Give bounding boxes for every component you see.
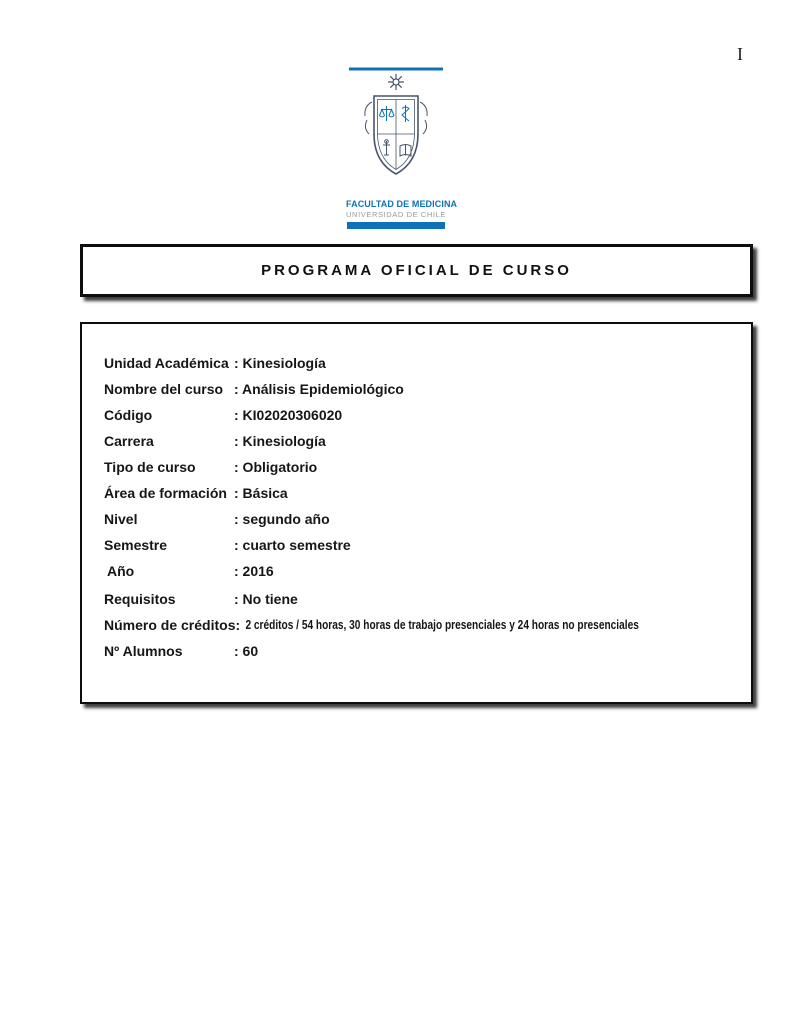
- info-value: : Básica: [234, 485, 288, 501]
- info-label: Área de formación: [104, 485, 227, 501]
- info-label: Nombre del curso: [104, 381, 224, 397]
- page-number: I: [737, 44, 743, 64]
- info-value: : Análisis Epidemiológico: [234, 381, 404, 397]
- info-row-nivel: [104, 510, 733, 528]
- info-label: Semestre: [104, 537, 168, 553]
- info-value: : segundo año: [234, 511, 330, 527]
- info-value: : KI02020306020: [234, 407, 343, 423]
- info-row-ano: [104, 562, 733, 580]
- info-value: : No tiene: [234, 591, 298, 607]
- info-label: Número de créditos:: [104, 617, 241, 633]
- info-row-numero-creditos: [104, 616, 733, 634]
- university-crest-icon: [346, 66, 446, 192]
- course-info-box: [80, 322, 753, 704]
- info-row-tipo-curso: [104, 458, 733, 476]
- university-logo: [346, 66, 458, 229]
- info-label: Requisitos: [104, 591, 176, 607]
- info-value: : 2016: [234, 563, 274, 579]
- info-row-carrera: [104, 432, 733, 450]
- info-value: : 60: [234, 643, 259, 659]
- logo-university-name: UNIVERSIDAD DE CHILE: [346, 210, 446, 219]
- logo-faculty-name: FACULTAD DE MEDICINA: [346, 199, 458, 209]
- info-label: Tipo de curso: [104, 459, 196, 475]
- info-value: : cuarto semestre: [234, 537, 351, 553]
- info-row-num-alumnos: [104, 642, 733, 660]
- info-label: Nº Alumnos: [104, 643, 183, 659]
- info-row-requisitos: [104, 590, 733, 608]
- info-label: Nivel: [104, 511, 138, 527]
- info-row-area-formacion: [104, 484, 733, 502]
- info-value: : Kinesiología: [234, 355, 326, 371]
- info-row-unidad-academica: [104, 354, 733, 372]
- info-value: : Obligatorio: [234, 459, 318, 475]
- info-value: 2 créditos / 54 horas, 30 horas de trabajo presenciales y 24 horas no presenciales: [245, 617, 640, 632]
- title-box: [80, 244, 753, 297]
- info-row-nombre-curso: [104, 380, 733, 398]
- info-row-codigo: [104, 406, 733, 424]
- info-label: Carrera: [104, 433, 154, 449]
- info-label: Año: [107, 563, 135, 579]
- info-label: Unidad Académica: [104, 355, 229, 371]
- info-value: : Kinesiología: [234, 433, 326, 449]
- logo-bottom-bar: [347, 222, 445, 229]
- page-title: PROGRAMA OFICIAL DE CURSO: [261, 262, 572, 279]
- info-label: Código: [104, 407, 153, 423]
- info-row-semestre: [104, 536, 733, 554]
